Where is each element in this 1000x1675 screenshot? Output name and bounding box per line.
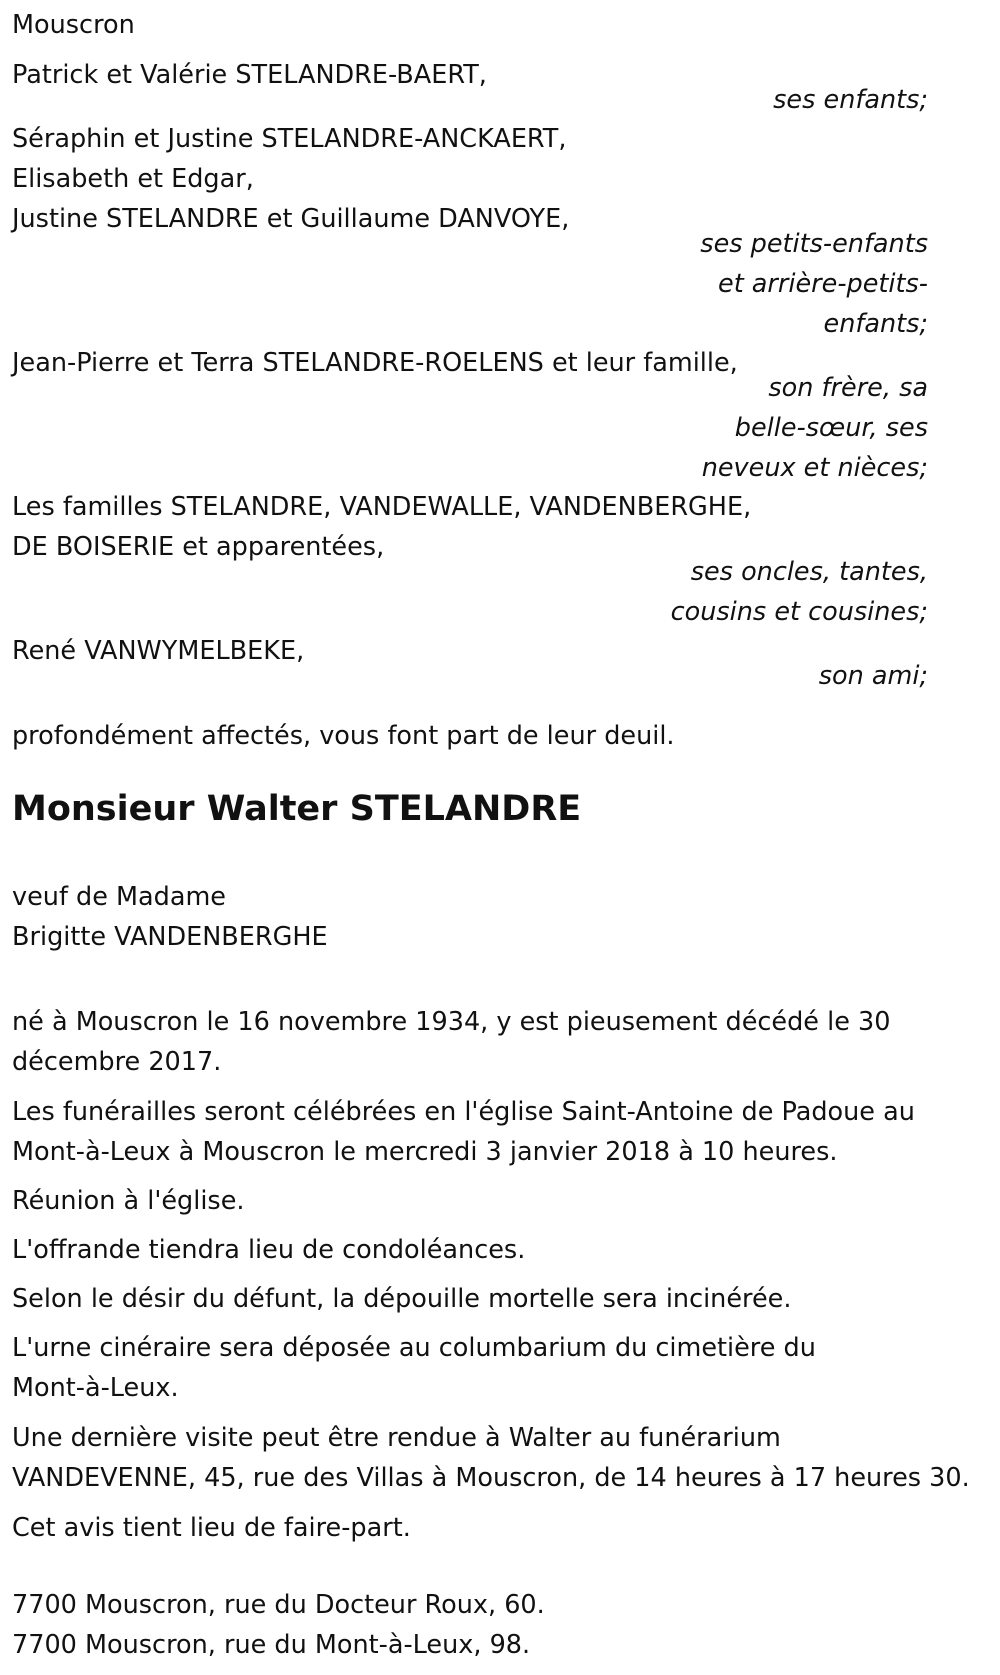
grandchildren-role-line: enfants;	[823, 309, 928, 339]
urn-line: L'urne cinéraire sera déposée au columbarium du cimetière du	[12, 1333, 816, 1363]
visit-line: Une dernière visite peut être rendue à Walter au funérarium	[12, 1423, 781, 1453]
brother-role-line: neveux et nièces;	[701, 453, 928, 483]
cremation-line: Selon le désir du défunt, la dépouille mortelle sera incinérée.	[12, 1284, 792, 1314]
condolences-line: L'offrande tiendra lieu de condoléances.	[12, 1235, 526, 1265]
children-line: Patrick et Valérie STELANDRE-BAERT,	[12, 60, 487, 90]
friend-role: son ami;	[818, 661, 928, 691]
relatives-line: Les familles STELANDRE, VANDEWALLE, VANDENBERGHE,	[12, 492, 752, 522]
brother-line: Jean-Pierre et Terra STELANDRE-ROELENS et leur famille,	[12, 348, 738, 378]
visit-line: VANDEVENNE, 45, rue des Villas à Mouscron, de 14 heures à 17 heures 30.	[12, 1463, 970, 1493]
announcement-text: profondément affectés, vous font part de leur deuil.	[12, 721, 675, 751]
children-role: ses enfants;	[773, 85, 928, 115]
address-line: 7700 Mouscron, rue du Docteur Roux, 60.	[12, 1590, 545, 1620]
birth-death-line: décembre 2017.	[12, 1047, 222, 1077]
urn-line: Mont-à-Leux.	[12, 1373, 179, 1403]
grandchildren-line: Séraphin et Justine STELANDRE-ANCKAERT,	[12, 124, 567, 154]
grandchildren-line: Justine STELANDRE et Guillaume DANVOYE,	[12, 204, 570, 234]
notice-line: Cet avis tient lieu de faire-part.	[12, 1513, 411, 1543]
brother-role-line: belle-sœur, ses	[734, 413, 928, 443]
deceased-name: Monsieur Walter STELANDRE	[12, 789, 582, 829]
address-line: 7700 Mouscron, rue du Mont-à-Leux, 98.	[12, 1630, 531, 1660]
relatives-role-line: ses oncles, tantes,	[690, 557, 928, 587]
grandchildren-line: Elisabeth et Edgar,	[12, 164, 254, 194]
widower-line: Brigitte VANDENBERGHE	[12, 922, 328, 952]
funeral-line: Les funérailles seront célébrées en l'église Saint-Antoine de Padoue au	[12, 1097, 915, 1127]
relatives-line: DE BOISERIE et apparentées,	[12, 532, 385, 562]
church-meeting-line: Réunion à l'église.	[12, 1186, 245, 1216]
relatives-role-line: cousins et cousines;	[670, 597, 928, 627]
widower-line: veuf de Madame	[12, 882, 226, 912]
friend-line: René VANWYMELBEKE,	[12, 636, 305, 666]
funeral-line: Mont-à-Leux à Mouscron le mercredi 3 janvier 2018 à 10 heures.	[12, 1137, 838, 1167]
brother-role-line: son frère, sa	[768, 373, 928, 403]
grandchildren-role-line: ses petits-enfants	[700, 229, 928, 259]
birth-death-line: né à Mouscron le 16 novembre 1934, y est pieusement décédé le 30	[12, 1007, 891, 1037]
grandchildren-role-line: et arrière-petits-	[718, 269, 928, 299]
notice-place: Mouscron	[12, 10, 135, 40]
